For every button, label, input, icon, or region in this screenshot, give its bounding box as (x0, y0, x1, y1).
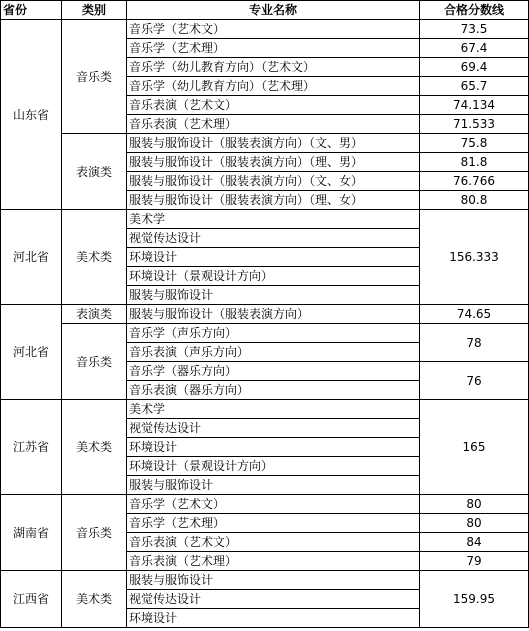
score-cell: 156.333 (420, 210, 529, 305)
major-cell: 音乐学（幼儿教育方向）（艺术文） (127, 58, 420, 77)
major-cell: 视觉传达设计 (127, 229, 420, 248)
score-cell: 74.65 (420, 305, 529, 324)
major-cell: 音乐表演（声乐方向） (127, 343, 420, 362)
table-row (1, 571, 529, 590)
major-cell: 服装与服饰设计 (127, 476, 420, 495)
major-cell: 音乐表演（艺术理） (127, 115, 420, 134)
header-province: 省份 (1, 1, 62, 20)
score-cell: 69.4 (420, 58, 529, 77)
province-cell: 江苏省 (1, 400, 62, 495)
major-cell: 音乐学（艺术理） (127, 39, 420, 58)
major-cell: 服装与服饰设计（服装表演方向）（理、女） (127, 191, 420, 210)
major-cell: 音乐表演（器乐方向） (127, 381, 420, 400)
province-cell: 山东省 (1, 20, 62, 210)
province-cell: 湖南省 (1, 495, 62, 571)
score-cell: 159.95 (420, 571, 529, 628)
major-cell: 音乐学（艺术理） (127, 514, 420, 533)
table-row (1, 20, 529, 39)
score-cell: 78 (420, 324, 529, 362)
major-cell: 美术学 (127, 210, 420, 229)
category-cell: 音乐类 (62, 495, 127, 571)
score-cell: 74.134 (420, 96, 529, 115)
score-cell: 80.8 (420, 191, 529, 210)
major-cell: 视觉传达设计 (127, 590, 420, 609)
header-category: 类别 (62, 1, 127, 20)
major-cell: 音乐表演（艺术文） (127, 96, 420, 115)
score-cell: 76 (420, 362, 529, 400)
table-row (1, 210, 529, 229)
major-cell: 音乐学（艺术文） (127, 495, 420, 514)
table-row (1, 400, 529, 419)
score-cell: 165 (420, 400, 529, 495)
category-cell: 表演类 (62, 305, 127, 324)
score-cell: 65.7 (420, 77, 529, 96)
major-cell: 服装与服饰设计（服装表演方向） (127, 305, 420, 324)
header-major: 专业名称 (127, 1, 420, 20)
score-cell: 75.8 (420, 134, 529, 153)
major-cell: 服装与服饰设计（服装表演方向）（文、女） (127, 172, 420, 191)
major-cell: 美术学 (127, 400, 420, 419)
province-cell: 河北省 (1, 305, 62, 400)
table-row (1, 495, 529, 514)
major-cell: 环境设计 (127, 609, 420, 628)
major-cell: 服装与服饰设计（服装表演方向）（理、男） (127, 153, 420, 172)
score-cell: 80 (420, 514, 529, 533)
score-cell: 80 (420, 495, 529, 514)
category-cell: 美术类 (62, 400, 127, 495)
major-cell: 服装与服饰设计 (127, 571, 420, 590)
category-cell: 音乐类 (62, 20, 127, 134)
province-cell: 河北省 (1, 210, 62, 305)
major-cell: 音乐学（声乐方向） (127, 324, 420, 343)
score-cell: 73.5 (420, 20, 529, 39)
category-cell: 美术类 (62, 210, 127, 305)
province-cell: 江西省 (1, 571, 62, 628)
major-cell: 环境设计（景观设计方向） (127, 267, 420, 286)
major-cell: 音乐表演（艺术理） (127, 552, 420, 571)
major-cell: 环境设计 (127, 438, 420, 457)
major-cell: 音乐表演（艺术文） (127, 533, 420, 552)
major-cell: 服装与服饰设计 (127, 286, 420, 305)
major-cell: 环境设计（景观设计方向） (127, 457, 420, 476)
category-cell: 美术类 (62, 571, 127, 628)
major-cell: 音乐学（器乐方向） (127, 362, 420, 381)
table-row (1, 305, 529, 324)
table-row (1, 134, 529, 153)
major-cell: 视觉传达设计 (127, 419, 420, 438)
score-cell: 76.766 (420, 172, 529, 191)
score-cell: 71.533 (420, 115, 529, 134)
header-row (1, 1, 529, 20)
major-cell: 音乐学（艺术文） (127, 20, 420, 39)
score-cell: 81.8 (420, 153, 529, 172)
category-cell: 表演类 (62, 134, 127, 210)
score-cell: 79 (420, 552, 529, 571)
major-cell: 环境设计 (127, 248, 420, 267)
header-score: 合格分数线 (420, 1, 529, 20)
score-cell: 84 (420, 533, 529, 552)
table-row (1, 324, 529, 343)
category-cell: 音乐类 (62, 324, 127, 400)
score-cell: 67.4 (420, 39, 529, 58)
major-cell: 音乐学（幼儿教育方向）（艺术理） (127, 77, 420, 96)
major-cell: 服装与服饰设计（服装表演方向）（文、男） (127, 134, 420, 153)
